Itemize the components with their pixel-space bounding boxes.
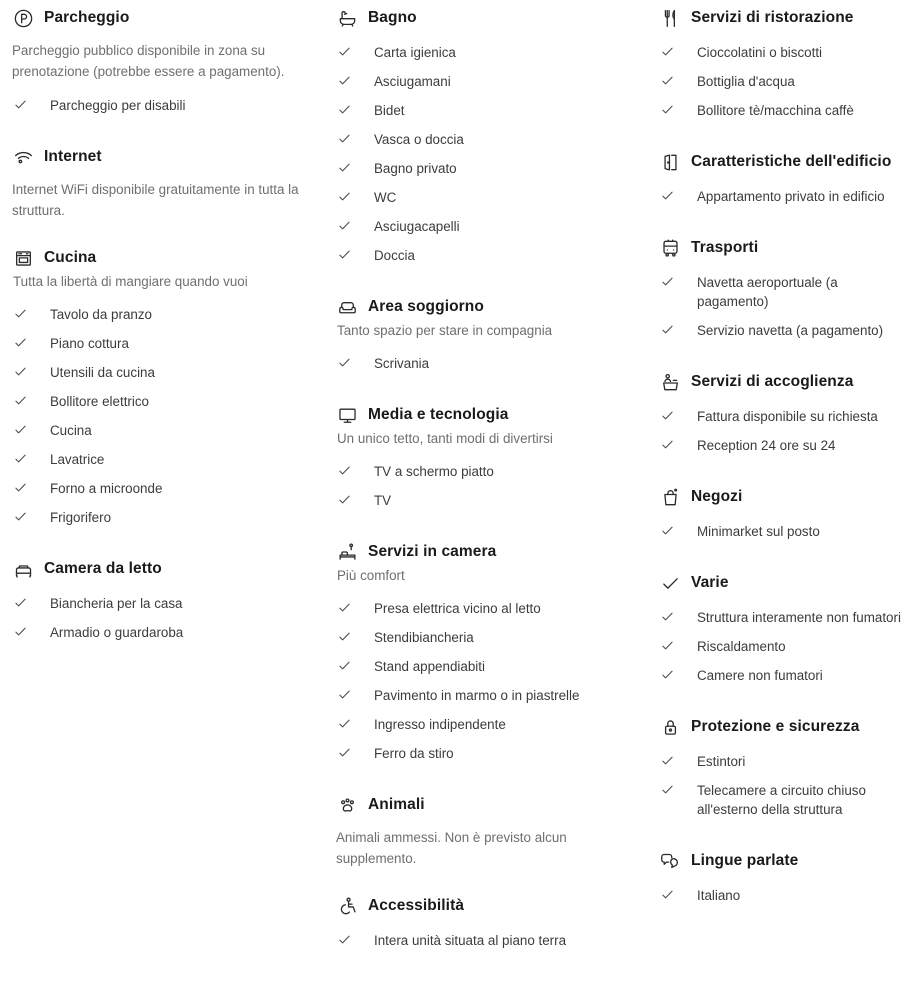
facility-items	[659, 38, 905, 125]
section-subtitle: Tanto spazio per stare in compagnia	[337, 323, 553, 338]
facility-section	[659, 572, 905, 690]
section-title: Parcheggio	[44, 9, 130, 26]
check-icon	[12, 421, 50, 436]
section-title: Protezione e sicurezza	[691, 718, 860, 735]
concierge-icon	[659, 371, 681, 393]
facility-item-label: WC	[374, 190, 397, 205]
facility-item-label: Ferro da stiro	[374, 746, 454, 761]
facility-item	[12, 358, 322, 387]
facility-item-label: Servizio navetta (a pagamento)	[697, 323, 884, 338]
facility-item	[12, 474, 322, 503]
check-icon	[12, 479, 50, 494]
facility-item-label: Stand appendiabiti	[374, 659, 485, 674]
speech-bubbles-icon	[659, 850, 681, 872]
section-header	[336, 404, 645, 426]
section-header	[336, 7, 645, 29]
facility-item	[336, 183, 645, 212]
facility-section	[336, 296, 645, 378]
room-service-icon	[336, 541, 358, 563]
section-title: Servizi di ristorazione	[691, 9, 854, 26]
checkmark-icon	[659, 572, 681, 594]
facility-item	[12, 300, 322, 329]
facility-item	[659, 316, 905, 345]
facility-item-label: Bagno privato	[374, 161, 457, 176]
section-title: Negozi	[691, 488, 743, 505]
check-icon	[336, 43, 374, 58]
facility-items	[12, 91, 322, 120]
facility-item	[659, 517, 905, 546]
facility-item	[12, 329, 322, 358]
facility-item-label: Tavolo da pranzo	[50, 307, 152, 322]
check-icon	[336, 246, 374, 261]
facility-item-label: Fattura disponibile su richiesta	[697, 409, 878, 424]
facility-items	[336, 38, 645, 270]
section-header	[659, 716, 905, 738]
facility-item-label: Pavimento in marmo o in piastrelle	[374, 688, 580, 703]
facility-item-label: Appartamento privato in edificio	[697, 189, 885, 204]
check-icon	[659, 608, 697, 623]
facility-item	[336, 486, 645, 515]
check-icon	[336, 159, 374, 174]
lock-icon	[659, 716, 681, 738]
facility-section	[12, 7, 322, 120]
facility-item-label: TV a schermo piatto	[374, 464, 494, 479]
facility-item	[12, 618, 322, 647]
facility-item	[336, 457, 645, 486]
facility-section	[659, 486, 905, 546]
facility-item-label: Cucina	[50, 423, 92, 438]
facility-items	[12, 300, 322, 532]
facilities-column	[12, 7, 336, 981]
check-icon	[336, 101, 374, 116]
check-icon	[659, 43, 697, 58]
section-subtitle: Un unico tetto, tanti modi di divertirsi	[337, 431, 553, 446]
facility-items	[659, 182, 905, 211]
section-title: Servizi di accoglienza	[691, 373, 854, 390]
facility-item-label: Estintori	[697, 754, 746, 769]
facility-section	[336, 7, 645, 270]
check-icon	[659, 436, 697, 451]
section-title: Varie	[691, 574, 729, 591]
section-description: Parcheggio pubblico disponibile in zona su prenotazione (potrebbe essere a pagamento).	[12, 43, 285, 79]
section-header	[336, 794, 645, 816]
facility-item-label: Utensili da cucina	[50, 365, 155, 380]
facility-item	[336, 154, 645, 183]
facility-section	[659, 151, 905, 211]
facility-item	[12, 416, 322, 445]
section-title: Caratteristiche dell'edificio	[691, 153, 892, 170]
facility-items	[659, 402, 905, 460]
facility-item-label: Bidet	[374, 103, 405, 118]
facilities-column	[336, 7, 659, 981]
facility-item-label: Frigorifero	[50, 510, 112, 525]
bus-icon	[659, 237, 681, 259]
check-icon	[659, 886, 697, 901]
check-icon	[659, 781, 697, 796]
facility-item-label: Reception 24 ore su 24	[697, 438, 836, 453]
facility-item	[659, 661, 905, 690]
facility-item-label: Piano cottura	[50, 336, 129, 351]
wheelchair-icon	[336, 895, 358, 917]
section-title: Camera da letto	[44, 560, 162, 577]
section-title: Accessibilità	[368, 897, 465, 914]
check-icon	[336, 657, 374, 672]
check-icon	[659, 72, 697, 87]
facility-item	[336, 739, 645, 768]
facility-item-label: Asciugamani	[374, 74, 451, 89]
paw-icon	[336, 794, 358, 816]
facility-item	[336, 594, 645, 623]
check-icon	[336, 491, 374, 506]
facility-section	[336, 404, 645, 515]
check-icon	[12, 392, 50, 407]
facility-item	[336, 349, 645, 378]
check-icon	[659, 407, 697, 422]
facility-section	[12, 558, 322, 647]
facility-item-label: Intera unità situata al piano terra	[374, 933, 567, 948]
facility-item-label: Navetta aeroportuale (a pagamento)	[697, 275, 838, 309]
section-title: Servizi in camera	[368, 543, 497, 560]
facility-section	[659, 850, 905, 910]
building-icon	[659, 151, 681, 173]
facility-section	[659, 7, 905, 125]
section-header	[12, 247, 322, 269]
section-subtitle: Tutta la libertà di mangiare quando vuoi	[13, 274, 248, 289]
section-title: Trasporti	[691, 239, 759, 256]
facility-item-label: Riscaldamento	[697, 639, 786, 654]
facility-section	[12, 247, 322, 532]
check-icon	[336, 354, 374, 369]
section-title: Cucina	[44, 249, 97, 266]
check-icon	[12, 363, 50, 378]
check-icon	[336, 628, 374, 643]
check-icon	[659, 321, 697, 336]
facility-section	[659, 716, 905, 824]
facility-item-label: Bollitore elettrico	[50, 394, 149, 409]
shop-icon	[659, 486, 681, 508]
facility-section	[12, 146, 322, 221]
facility-item-label: TV	[374, 493, 392, 508]
facility-item	[659, 881, 905, 910]
check-icon	[336, 130, 374, 145]
facilities-column	[659, 7, 919, 981]
section-header	[659, 151, 905, 173]
facility-item-label: Telecamere a circuito chiuso all'esterno della struttura	[697, 783, 866, 817]
check-icon	[336, 715, 374, 730]
facility-item	[336, 241, 645, 270]
check-icon	[336, 462, 374, 477]
facility-section	[336, 541, 645, 768]
check-icon	[659, 666, 697, 681]
facility-item-label: Stendibiancheria	[374, 630, 474, 645]
facility-items	[659, 747, 905, 824]
check-icon	[659, 522, 697, 537]
facility-item-label: Armadio o guardaroba	[50, 625, 184, 640]
facility-items	[336, 457, 645, 515]
section-header	[659, 237, 905, 259]
bed-icon	[12, 558, 34, 580]
facility-items	[336, 594, 645, 768]
facility-items	[336, 926, 645, 955]
facility-section	[659, 371, 905, 460]
section-title: Animali	[368, 796, 425, 813]
facility-item-label: Parcheggio per disabili	[50, 98, 186, 113]
facility-items	[12, 589, 322, 647]
section-header	[12, 146, 322, 168]
check-icon	[659, 752, 697, 767]
section-title: Lingue parlate	[691, 852, 799, 869]
section-header	[659, 572, 905, 594]
facility-item	[336, 652, 645, 681]
facility-item-label: Forno a microonde	[50, 481, 163, 496]
bathtub-icon	[336, 7, 358, 29]
facility-item-label: Vasca o doccia	[374, 132, 464, 147]
facility-item	[336, 623, 645, 652]
facility-item	[12, 91, 322, 120]
section-header	[336, 541, 645, 563]
facility-item	[659, 776, 905, 824]
facility-section	[659, 237, 905, 345]
check-icon	[336, 599, 374, 614]
check-icon	[659, 101, 697, 116]
facility-item	[12, 589, 322, 618]
facility-item	[336, 710, 645, 739]
check-icon	[12, 508, 50, 523]
section-header	[659, 486, 905, 508]
check-icon	[336, 744, 374, 759]
facility-item	[659, 603, 905, 632]
section-header	[659, 371, 905, 393]
section-header	[336, 296, 645, 318]
facility-section	[336, 895, 645, 955]
facility-item	[659, 268, 905, 316]
facility-item	[659, 67, 905, 96]
section-header	[336, 895, 645, 917]
kitchen-icon	[12, 247, 34, 269]
facility-item	[659, 747, 905, 776]
check-icon	[12, 305, 50, 320]
facility-item-label: Cioccolatini o biscotti	[697, 45, 823, 60]
facility-item-label: Asciugacapelli	[374, 219, 460, 234]
facility-item-label: Scrivania	[374, 356, 430, 371]
sofa-icon	[336, 296, 358, 318]
facility-item	[659, 431, 905, 460]
check-icon	[12, 96, 50, 111]
restaurant-icon	[659, 7, 681, 29]
facility-item-label: Minimarket sul posto	[697, 524, 820, 539]
facility-item-label: Bottiglia d'acqua	[697, 74, 795, 89]
section-title: Media e tecnologia	[368, 406, 509, 423]
facility-items	[659, 268, 905, 345]
section-header	[659, 7, 905, 29]
check-icon	[336, 931, 374, 946]
section-title: Area soggiorno	[368, 298, 484, 315]
check-icon	[12, 594, 50, 609]
facility-item	[336, 125, 645, 154]
monitor-icon	[336, 404, 358, 426]
parking-icon	[12, 7, 34, 29]
facility-items	[659, 517, 905, 546]
section-title: Internet	[44, 148, 102, 165]
facility-item	[12, 503, 322, 532]
check-icon	[336, 686, 374, 701]
facility-item	[336, 96, 645, 125]
facility-item-label: Struttura interamente non fumatori	[697, 610, 901, 625]
facility-item	[12, 387, 322, 416]
section-header	[12, 7, 322, 29]
facility-item	[336, 681, 645, 710]
section-title: Bagno	[368, 9, 417, 26]
facility-section	[336, 794, 645, 869]
facility-item-label: Doccia	[374, 248, 415, 263]
check-icon	[12, 623, 50, 638]
section-header	[659, 850, 905, 872]
facility-item	[659, 96, 905, 125]
facility-item-label: Presa elettrica vicino al letto	[374, 601, 541, 616]
check-icon	[336, 188, 374, 203]
facility-item-label: Carta igienica	[374, 45, 456, 60]
facility-item-label: Italiano	[697, 888, 741, 903]
check-icon	[12, 450, 50, 465]
facility-item	[336, 38, 645, 67]
facility-items	[659, 881, 905, 910]
facility-item-label: Camere non fumatori	[697, 668, 823, 683]
facility-items	[336, 349, 645, 378]
check-icon	[659, 637, 697, 652]
section-subtitle: Più comfort	[337, 568, 405, 583]
facility-item	[336, 926, 645, 955]
check-icon	[336, 217, 374, 232]
section-description: Internet WiFi disponibile gratuitamente in tutta la struttura.	[12, 182, 299, 218]
facility-item	[12, 445, 322, 474]
facility-item-label: Bollitore tè/macchina caffè	[697, 103, 854, 118]
facility-item	[659, 632, 905, 661]
wifi-icon	[12, 146, 34, 168]
facility-item-label: Biancheria per la casa	[50, 596, 183, 611]
check-icon	[659, 273, 697, 288]
check-icon	[336, 72, 374, 87]
facility-items	[659, 603, 905, 690]
section-header	[12, 558, 322, 580]
facility-item	[336, 212, 645, 241]
check-icon	[659, 187, 697, 202]
facility-item	[659, 182, 905, 211]
facility-item-label: Ingresso indipendente	[374, 717, 506, 732]
section-description: Animali ammessi. Non è previsto alcun supplemento.	[336, 830, 567, 866]
check-icon	[12, 334, 50, 349]
facility-item	[659, 38, 905, 67]
facility-item-label: Lavatrice	[50, 452, 105, 467]
facility-item	[336, 67, 645, 96]
facility-item	[659, 402, 905, 431]
